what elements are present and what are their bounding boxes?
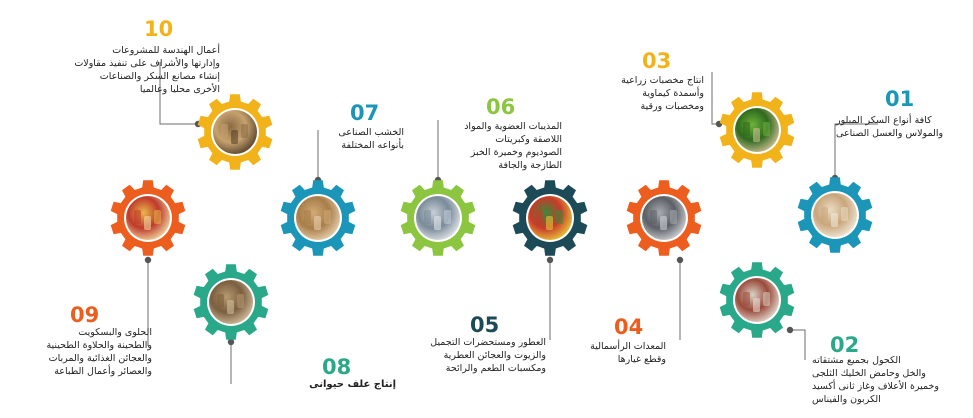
chemical-bottles-icon-detail-1 [753,298,760,312]
leader-dot-08 [228,339,234,345]
factory-interior-icon-detail-2 [241,124,248,138]
product-number-01: 01 [885,87,915,111]
leader-dot-09 [145,257,151,263]
leader-dot-05 [547,257,553,263]
sugar-crystals-icon-detail-0 [821,207,828,221]
gear-09 [111,180,186,346]
wood-boards-icon-detail-0 [304,210,311,224]
plant-hand-icon-detail-1 [753,128,760,142]
machine-parts-icon-detail-0 [650,210,657,224]
sugar-crystals-icon-detail-1 [831,213,838,227]
product-number-07: 07 [350,101,380,125]
product-number-06: 06 [486,95,516,119]
chemical-bottles-icon-detail-2 [763,292,770,306]
product-number-04: 04 [614,315,644,339]
product-text-02: الكحول بجميع مشتقاته والخل وحامض الخليك الثلجى وخميرة الأعلاف وغاز ثانى أكسيد الكربون والفيناس [812,355,939,405]
product-number-05: 05 [470,313,500,337]
leader-dot-02 [787,327,793,333]
product-text-10: أعمال الهندسة للمشروعات وإدارتها والأشراف على تنفيذ مقاولات إنشاء مصانع السكر والصناعات الأخرى محليا وعالميا [74,45,220,95]
animal-feed-icon-detail-1 [227,300,234,314]
product-text-08: إنتاج علف حيوانى [309,379,396,390]
product-text-01: كافة أنواع السكر المبلور والمولاس والعسل الصناعى [836,115,944,139]
factory-tanks-icon-detail-0 [424,210,431,224]
perfume-products-icon-detail-1 [546,216,553,230]
wood-boards-icon-detail-1 [314,216,321,230]
product-text-09: الحلوى والبسكويت والطحينة والحلاوة الطحينية والعجائن الغذائية والمربات والعصائر وأعمال الطباعة [46,327,152,377]
product-text-03: انتاج مخصبات زراعية وأسمدة كيماوية ومخصبات ورقية [621,75,704,112]
animal-feed-icon-detail-2 [237,294,244,308]
machine-parts-icon-detail-1 [660,216,667,230]
gear-01 [798,124,878,253]
factory-interior-icon-detail-0 [221,124,228,138]
sugar-crystals-icon-detail-2 [841,207,848,221]
plant-hand-icon-detail-0 [743,122,750,136]
plant-hand-icon-detail-2 [763,122,770,136]
food-products-icon-detail-1 [144,216,151,230]
chemical-bottles-icon-detail-0 [743,292,750,306]
animal-feed-icon-detail-0 [217,294,224,308]
gear-05 [513,180,588,340]
product-text-07: الخشب الصناعى بأنواعه المختلفة [338,127,404,151]
food-products-icon-detail-2 [154,210,161,224]
product-text-06: المذيبات العضوية والمواد اللاصقة وكبريتات الصوديوم وخميرة الخبز الطازجة والجافة [464,121,562,171]
product-number-03: 03 [642,49,672,73]
perfume-products-icon-detail-2 [556,210,563,224]
wood-boards-icon-detail-2 [324,210,331,224]
machine-parts-icon-detail-2 [670,210,677,224]
gear-02 [720,262,805,360]
factory-tanks-icon-detail-1 [434,216,441,230]
gear-03 [712,72,794,168]
product-number-10: 10 [144,17,174,41]
gear-08 [194,264,269,384]
perfume-products-icon-detail-0 [536,210,543,224]
leader-dot-04 [677,257,683,263]
leader-line-03 [712,72,719,124]
leader-line-02 [790,330,805,360]
product-text-04: المعدات الرأسمالية وقطع غيارها [590,341,666,365]
product-number-02: 02 [830,333,860,357]
factory-tanks-icon-detail-2 [444,210,451,224]
product-number-08: 08 [322,355,352,379]
product-number-09: 09 [70,303,100,327]
product-text-05: العطور ومستحضرات التجميل والزيوت والعجائن العطرية ومكسبات الطعم والرائحة [430,337,546,374]
factory-interior-icon-detail-1 [231,130,238,144]
food-products-icon-detail-0 [134,210,141,224]
